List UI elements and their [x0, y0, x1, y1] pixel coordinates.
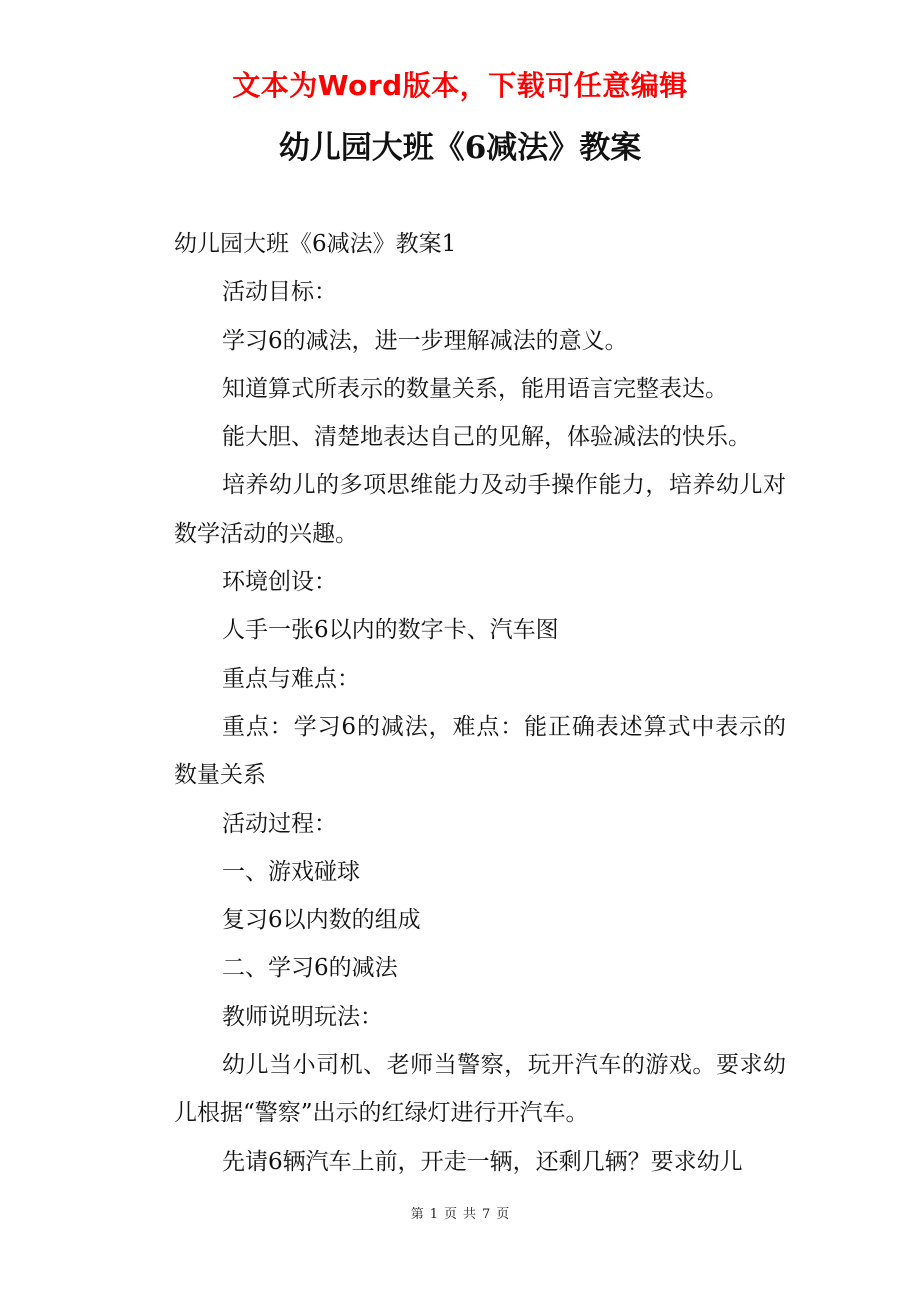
section-heading: 幼儿园大班《6减法》教案1: [174, 231, 457, 257]
paragraph: 活动过程：: [222, 810, 337, 837]
document-body: [174, 220, 786, 1186]
document-title: 幼儿园大班《6减法》教案: [278, 130, 642, 166]
footer-page-prefix: 第: [410, 1207, 424, 1222]
paragraph: 先请6辆汽车上前，开走一辆，还剩几辆？要求幼儿: [222, 1148, 743, 1175]
paragraph: 学习6的减法，进一步理解减法的意义。: [222, 327, 628, 354]
paragraph: 培养幼儿的多项思维能力及动手操作能力，培养幼儿对数学活动的兴趣。: [174, 472, 786, 547]
footer-page-number: 1: [429, 1207, 438, 1222]
paragraph: 一、游戏碰球: [222, 858, 360, 885]
paragraph: 重点与难点：: [222, 665, 360, 692]
paragraph: 教师说明玩法：: [222, 1003, 383, 1030]
paragraph: 复习6以内数的组成: [222, 907, 421, 934]
paragraph: 二、学习6的减法: [222, 955, 398, 982]
paragraph: 知道算式所表示的数量关系，能用语言完整表达。: [222, 375, 728, 402]
paragraph: 活动目标：: [222, 279, 337, 306]
paragraph: 人手一张6以内的数字卡、汽车图: [222, 617, 559, 644]
footer-total-pages: 7: [482, 1207, 491, 1222]
footer-total-word: 页: [496, 1207, 510, 1222]
paragraph: 幼儿当小司机、老师当警察，玩开汽车的游戏。要求幼儿根据“警察”出示的红绿灯进行开汽车。: [174, 1052, 786, 1127]
page-footer: [0, 1205, 920, 1225]
paragraph: 环境创设：: [222, 569, 337, 596]
footer-page-word: 页: [443, 1207, 457, 1222]
footer-total-prefix: 共: [463, 1207, 477, 1222]
download-banner: 文本为Word版本，下载可任意编辑: [232, 69, 688, 102]
paragraph: 重点：学习6的减法，难点：能正确表述算式中表示的数量关系: [174, 713, 786, 789]
paragraph: 能大胆、清楚地表达自己的见解，体验减法的快乐。: [222, 424, 751, 451]
